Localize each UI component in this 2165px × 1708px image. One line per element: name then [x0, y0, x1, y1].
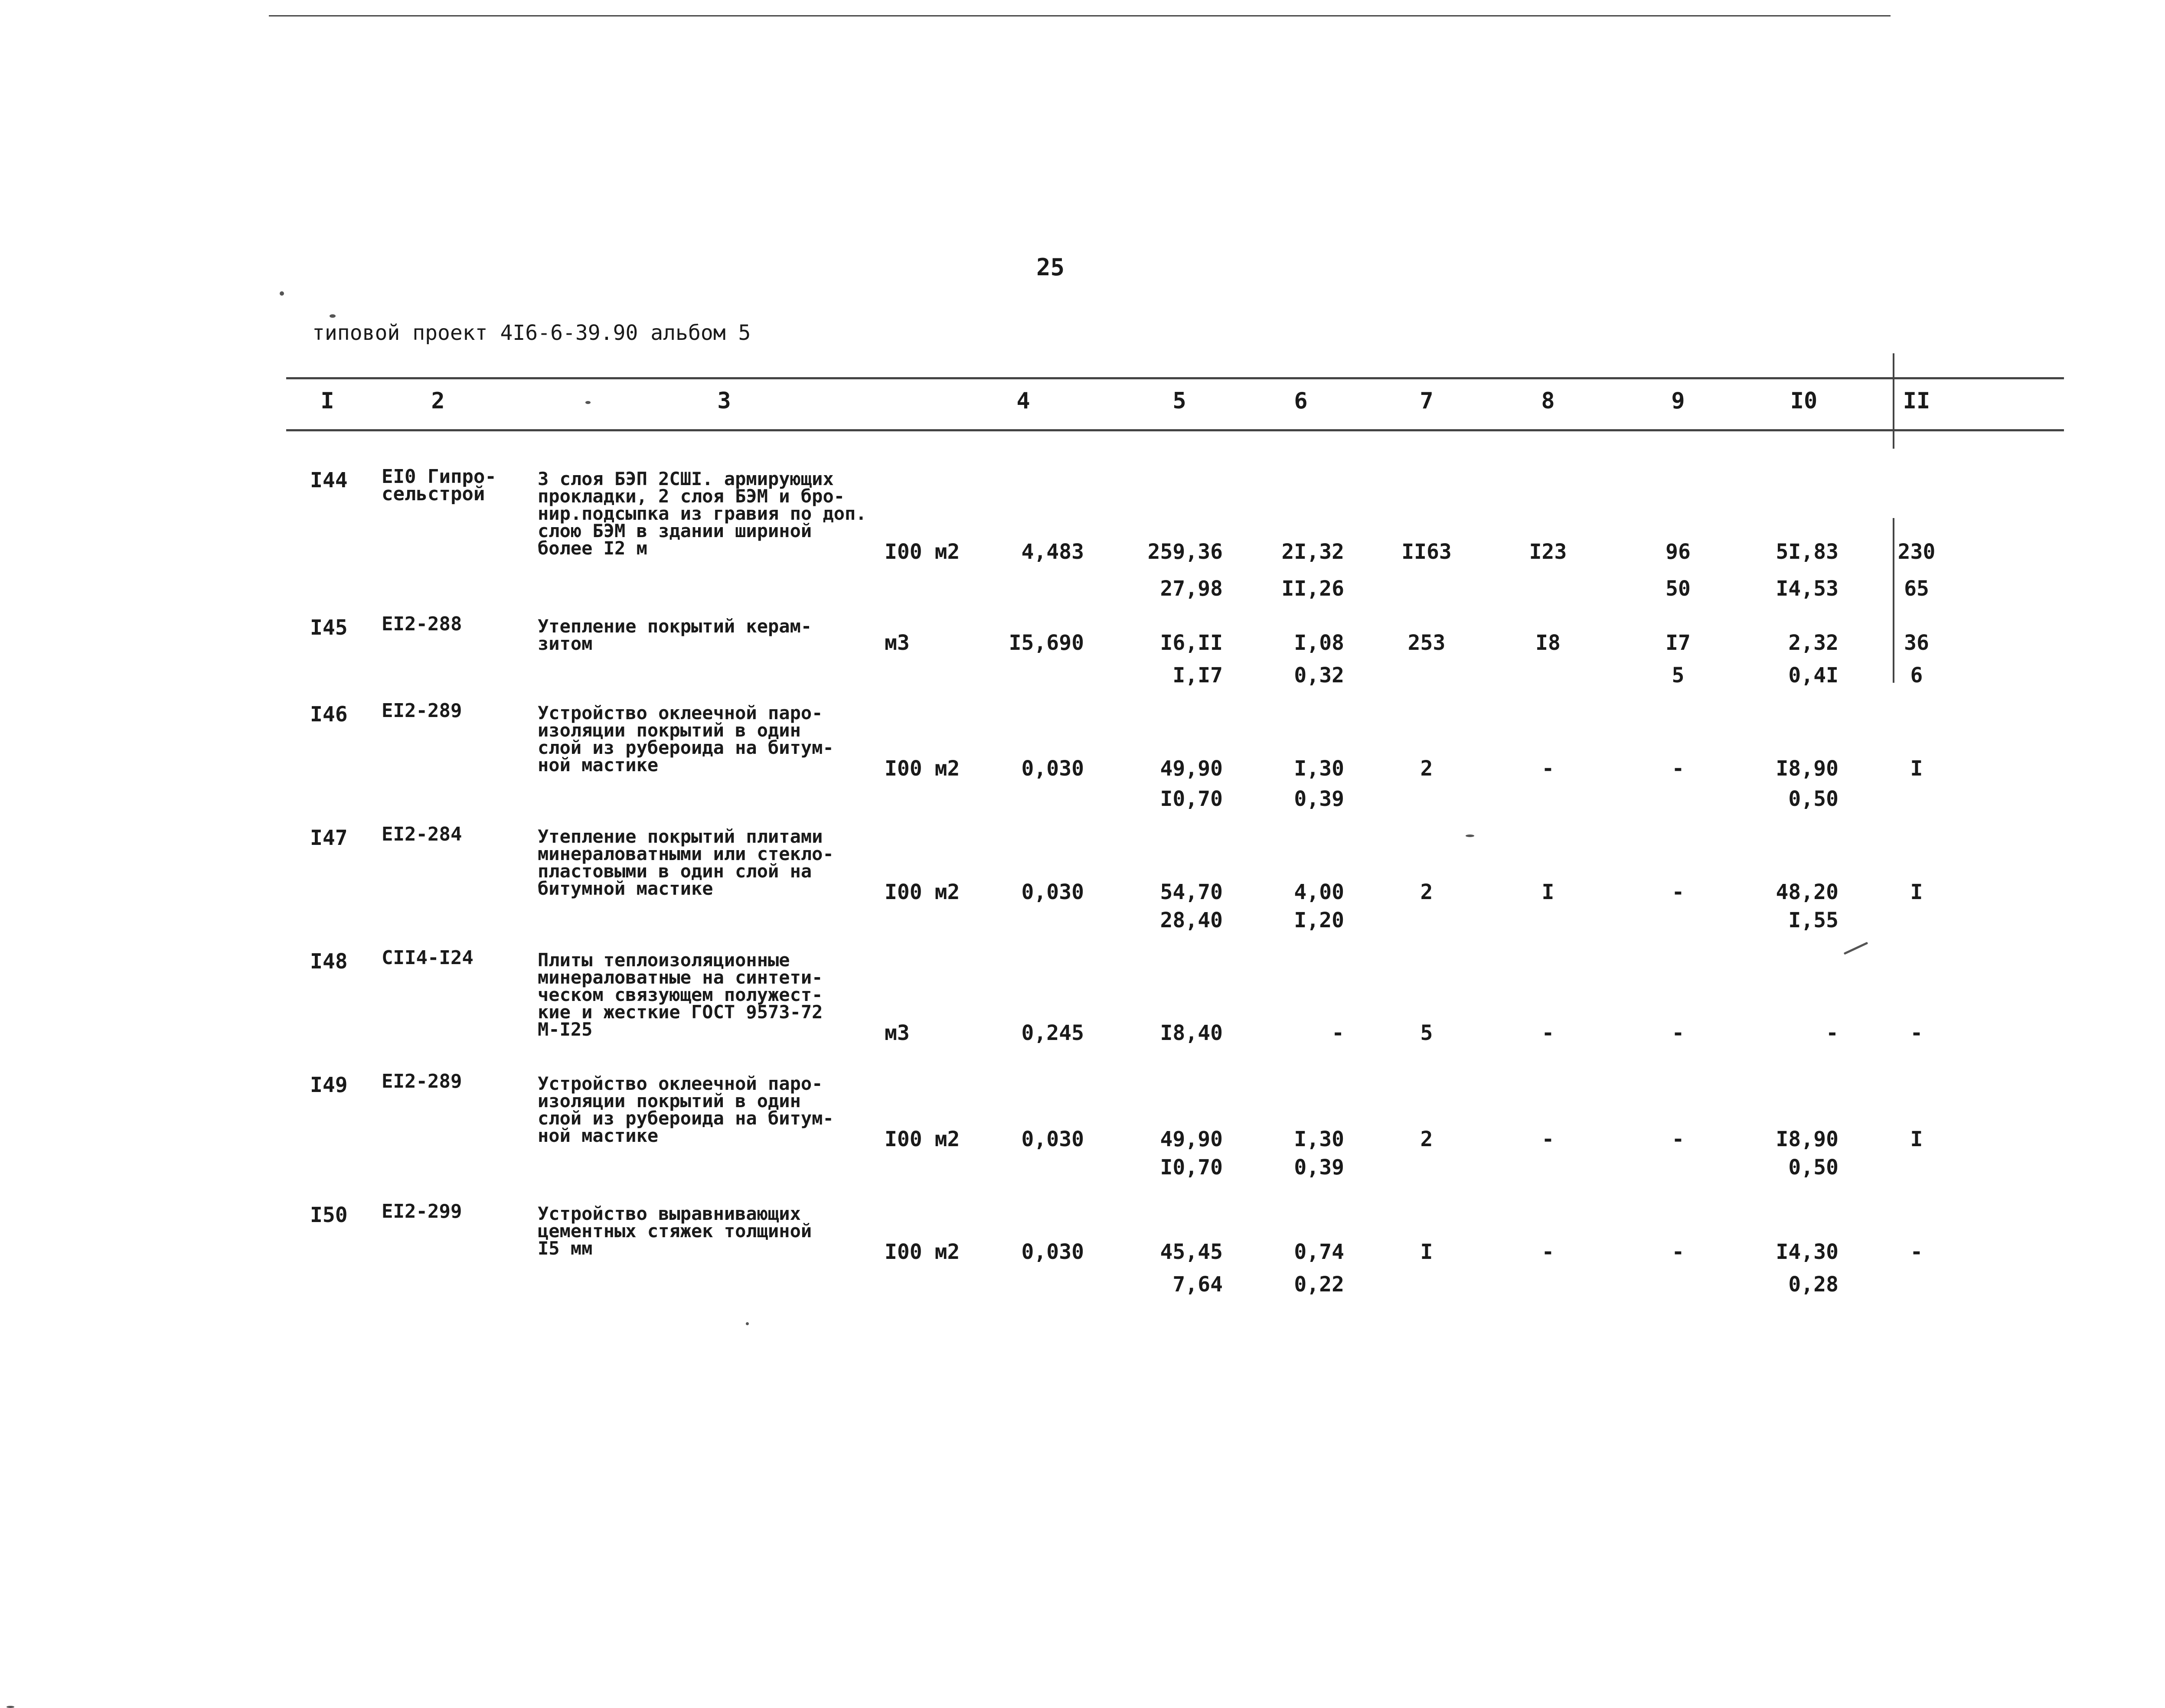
value-c6-secondary: 0,39: [1294, 787, 1344, 811]
value-c8: I23: [1529, 540, 1567, 564]
value-c6-secondary: II,26: [1281, 577, 1344, 601]
value-c6-main: 4,00: [1294, 880, 1344, 904]
value-c7: II63: [1401, 540, 1452, 564]
value-c9-main: -: [1672, 1240, 1685, 1264]
row-unit: I00 м2: [885, 756, 960, 781]
column-header: 5: [1172, 388, 1186, 414]
value-c10-main: 2,32: [1788, 631, 1838, 655]
row-quantity: 0,245: [1021, 1021, 1084, 1045]
value-c7: 5: [1420, 1021, 1433, 1045]
value-c10-secondary: 0,50: [1788, 787, 1838, 811]
value-c6-main: 0,74: [1294, 1240, 1344, 1264]
scan-speck: [1844, 942, 1868, 955]
value-c7: 2: [1420, 880, 1433, 904]
value-c8: I: [1541, 880, 1554, 904]
row-quantity: 0,030: [1021, 880, 1084, 904]
value-c5-secondary: I0,70: [1160, 787, 1223, 811]
row-code: EI2-288: [382, 613, 462, 635]
value-c5-main: 259,36: [1147, 540, 1223, 564]
value-c7: I: [1420, 1240, 1433, 1264]
column-header: 7: [1420, 388, 1434, 414]
value-c10-main: I4,30: [1776, 1240, 1838, 1264]
row-quantity: 4,483: [1021, 540, 1084, 564]
row-quantity: I5,690: [1009, 631, 1084, 655]
value-c10-main: -: [1826, 1021, 1838, 1045]
row-description: Устройство выравнивающих цементных стяжек толщиной I5 мм: [538, 1203, 812, 1259]
value-c10-secondary: 0,50: [1788, 1155, 1838, 1180]
column-header: 6: [1294, 388, 1308, 414]
row-code: EI2-289: [382, 1070, 462, 1092]
value-c9-main: I7: [1665, 631, 1691, 655]
value-c9-secondary: 5: [1672, 663, 1685, 688]
scan-speck: [585, 401, 591, 404]
value-c11-main: 36: [1904, 631, 1929, 655]
value-c9-main: 96: [1665, 540, 1691, 564]
row-description: Утепление покрытий плитами минераловатными или стекло- пластовыми в один слой на битумной мастике: [538, 826, 834, 899]
value-c10-secondary: I,55: [1788, 908, 1838, 932]
row-quantity: 0,030: [1021, 1127, 1084, 1151]
value-c11-main: -: [1910, 1240, 1923, 1264]
value-c6-main: I,30: [1294, 1127, 1344, 1151]
value-c5-secondary: 7,64: [1172, 1272, 1223, 1297]
value-c9-main: -: [1672, 880, 1685, 904]
value-c8: -: [1541, 1127, 1554, 1151]
value-c5-main: I6,II: [1160, 631, 1223, 655]
row-code: СII4-I24: [382, 947, 473, 969]
value-c10-secondary: I4,53: [1776, 577, 1838, 601]
value-c6-main: I,30: [1294, 756, 1344, 781]
scan-speck: [330, 314, 336, 318]
value-c10-main: I8,90: [1776, 1127, 1838, 1151]
value-c7: 2: [1420, 1127, 1433, 1151]
row-number: I47: [310, 826, 348, 850]
value-c10-secondary: 0,4I: [1788, 663, 1838, 688]
value-c11-main: -: [1910, 1021, 1923, 1045]
value-c6-main: I,08: [1294, 631, 1344, 655]
value-c10-main: 5I,83: [1776, 540, 1838, 564]
value-c9-main: -: [1672, 1127, 1685, 1151]
row-number: I50: [310, 1203, 348, 1227]
header-bottom-rule: [286, 429, 2064, 431]
row-unit: I00 м2: [885, 1127, 960, 1151]
document-title: типовой проект 4I6-6-39.90 альбом 5: [312, 321, 751, 345]
row-code: EI2-289: [382, 700, 462, 722]
row-unit: м3: [885, 1021, 910, 1045]
row-number: I44: [310, 468, 348, 492]
row-unit: м3: [885, 631, 910, 655]
row-description: Устройство оклеечной паро- изоляции покрытий в один слой из рубероида на битум- ной мастике: [538, 1073, 834, 1146]
value-c6-secondary: 0,32: [1294, 663, 1344, 688]
row-number: I49: [310, 1073, 348, 1097]
value-c10-secondary: 0,28: [1788, 1272, 1838, 1297]
value-c10-main: 48,20: [1776, 880, 1838, 904]
row-unit: I00 м2: [885, 880, 960, 904]
value-c6-secondary: I,20: [1294, 908, 1344, 932]
column-header: II: [1903, 388, 1930, 414]
column-header: I0: [1790, 388, 1818, 414]
scan-speck: [280, 291, 284, 296]
value-c5-secondary: 28,40: [1160, 908, 1223, 932]
value-c5-secondary: I0,70: [1160, 1155, 1223, 1180]
row-code: EI0 Гипро- сельстрой: [382, 466, 496, 505]
top-page-rule: [269, 15, 1891, 16]
value-c7: 253: [1407, 631, 1446, 655]
value-c11-secondary: 6: [1910, 663, 1923, 688]
value-c6-secondary: 0,39: [1294, 1155, 1344, 1180]
column-header: I: [320, 388, 334, 414]
scan-speck: [1466, 834, 1474, 837]
row-code: EI2-284: [382, 823, 462, 845]
value-c9-main: -: [1672, 1021, 1685, 1045]
value-c10-main: I8,90: [1776, 756, 1838, 781]
value-c8: -: [1541, 1240, 1554, 1264]
row-description: Утепление покрытий керам- зитом: [538, 616, 812, 654]
column-header: 2: [431, 388, 445, 414]
value-c5-secondary: I,I7: [1172, 663, 1223, 688]
page-number: 25: [1036, 254, 1065, 281]
value-c8: -: [1541, 756, 1554, 781]
column-header: 3: [717, 388, 731, 414]
value-c11-main: 230: [1897, 540, 1936, 564]
value-c7: 2: [1420, 756, 1433, 781]
column-header: 4: [1016, 388, 1030, 414]
row-quantity: 0,030: [1021, 1240, 1084, 1264]
scan-speck: [746, 1322, 749, 1325]
value-c5-main: 54,70: [1160, 880, 1223, 904]
scan-speck: [7, 1706, 14, 1708]
row-unit: I00 м2: [885, 540, 960, 564]
row-description: 3 слоя БЭП 2СШI. армирующих прокладки, 2 слоя БЭМ и бро- нир.подсыпка из гравия по доп. слою БЭМ в здании шириной более I2 м: [538, 468, 867, 559]
row-description: Плиты теплоизоляционные минераловатные на синтети- ческом связующем полужест- кие и жесткие ГОСТ 9573-72 М-I25: [538, 949, 823, 1040]
value-c11-main: I: [1910, 1127, 1923, 1151]
row-code: EI2-299: [382, 1200, 462, 1222]
value-c5-main: 49,90: [1160, 756, 1223, 781]
value-c5-main: I8,40: [1160, 1021, 1223, 1045]
row-number: I48: [310, 949, 348, 974]
value-c6-main: -: [1332, 1021, 1344, 1045]
header-top-rule: [286, 377, 2064, 379]
value-c5-main: 45,45: [1160, 1240, 1223, 1264]
row-unit: I00 м2: [885, 1240, 960, 1264]
value-c9-secondary: 50: [1665, 577, 1691, 601]
row-number: I45: [310, 616, 348, 640]
row-number: I46: [310, 702, 348, 727]
value-c8: -: [1541, 1021, 1554, 1045]
value-c6-secondary: 0,22: [1294, 1272, 1344, 1297]
column-header: 8: [1541, 388, 1555, 414]
value-c8: I8: [1535, 631, 1561, 655]
value-c6-main: 2I,32: [1281, 540, 1344, 564]
value-c11-main: I: [1910, 756, 1923, 781]
value-c5-main: 49,90: [1160, 1127, 1223, 1151]
row-description: Устройство оклеечной паро- изоляции покрытий в один слой из рубероида на битум- ной мастике: [538, 702, 834, 776]
column-header: 9: [1671, 388, 1685, 414]
value-c11-main: I: [1910, 880, 1923, 904]
value-c9-main: -: [1672, 756, 1685, 781]
value-c5-secondary: 27,98: [1160, 577, 1223, 601]
row-quantity: 0,030: [1021, 756, 1084, 781]
value-c11-secondary: 65: [1904, 577, 1929, 601]
